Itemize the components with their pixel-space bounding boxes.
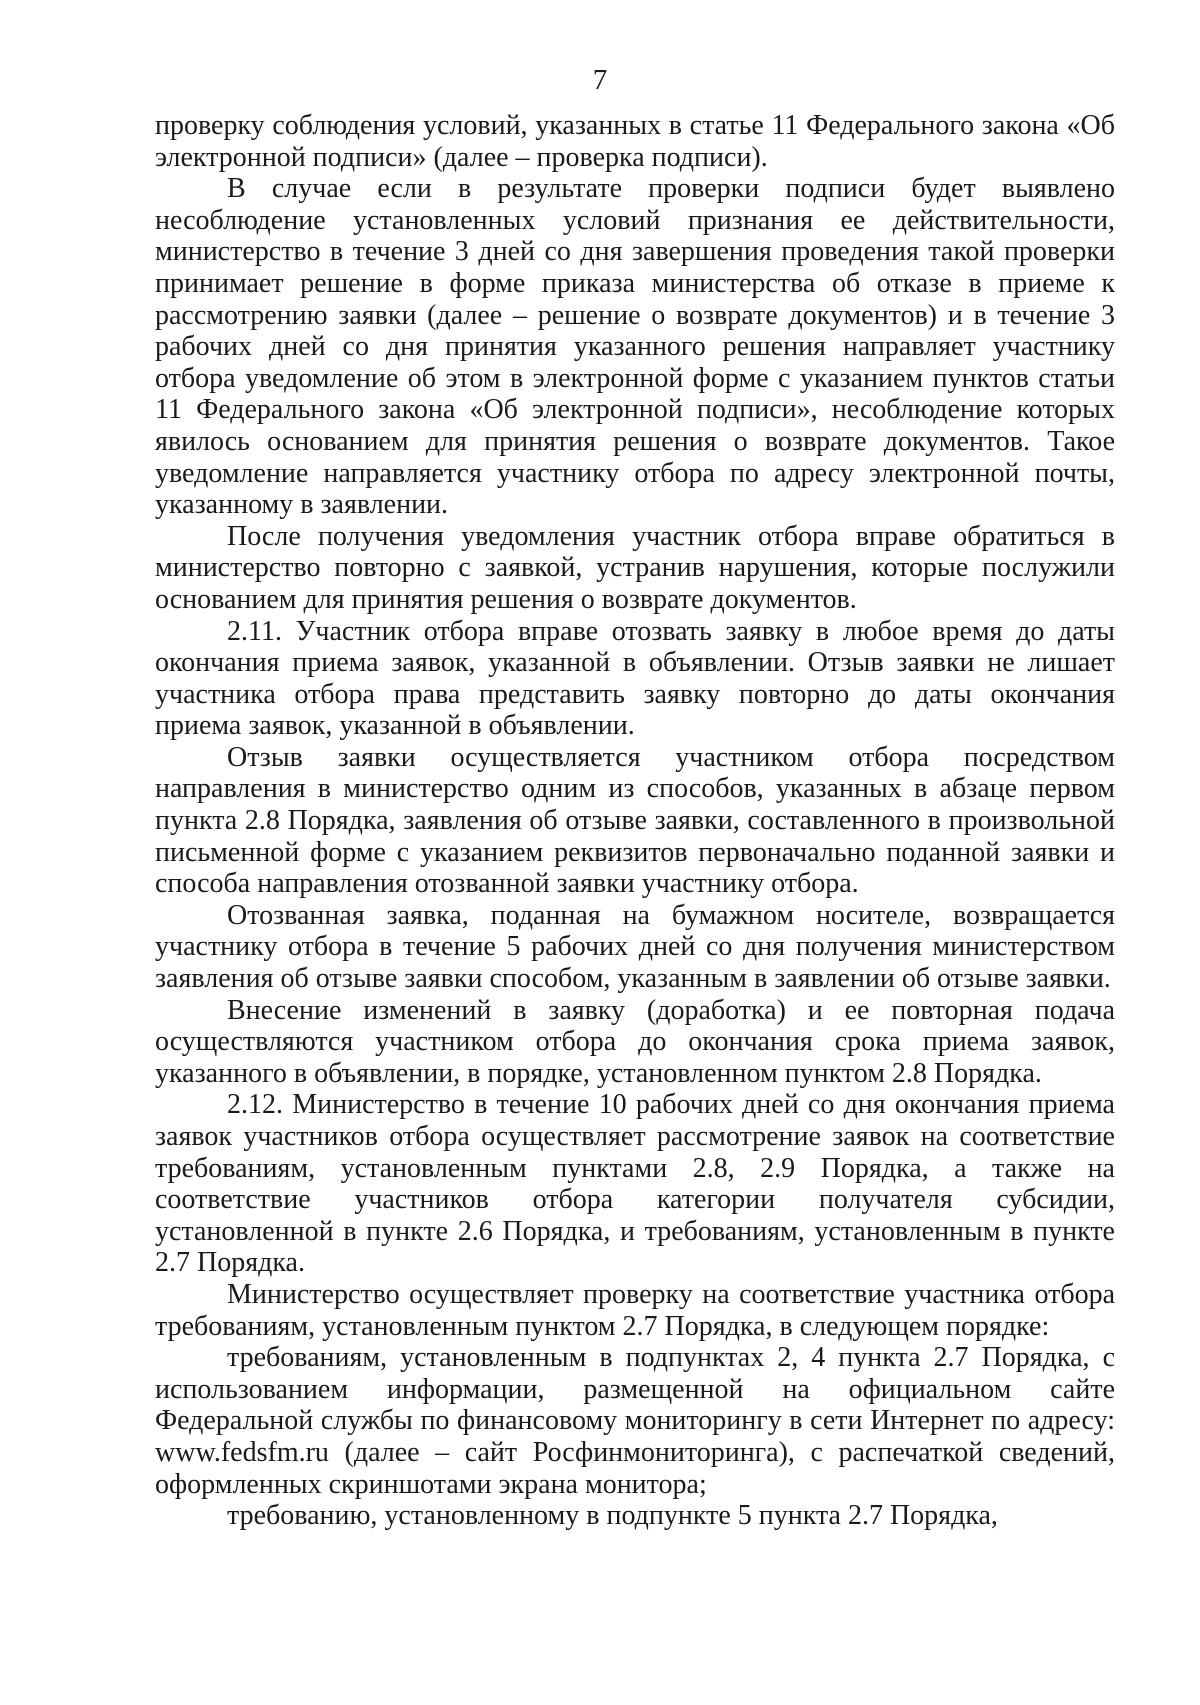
paragraph-continuation: проверку соблюдения условий, указанных в статье 11 Федерального закона «Об электронной подписи» (далее – проверка подписи). [155, 110, 1115, 173]
paragraph-rosfinmonitoring-check: требованиям, установленным в подпунктах 2, 4 пункта 2.7 Порядка, с использованием информации, размещенной на официальном сайте Федеральной службы по финансовому мониторингу в сети Интернет по адресу: www.fedsfm.ru (далее – сайт Росфинмониторинга), с распечаткой сведений, оформленных скриншотами экрана монитора; [155, 1342, 1115, 1500]
page-number: 7 [592, 64, 608, 96]
paragraph-2-12-review: 2.12. Министерство в течение 10 рабочих дней со дня окончания приема заявок участников отбора осуществляет рассмотрение заявок на соответствие требованиям, установленным пунктами 2.8, 2.9 Порядка, а также на соответствие участников отбора категории получателя субсидии, установленной в пункте 2.6 Порядка, и требованиям, установленным в пункте 2.7 Порядка. [155, 1089, 1115, 1279]
paragraph-signature-check-failure: В случае если в результате проверки подписи будет выявлено несоблюдение установленных условий признания ее действительности, министерство в течение 3 дней со дня завершения проведения такой проверки принимает решение в форме приказа министерства об отказе в приеме к рассмотрению заявки (далее – решение о возврате документов) и в течение 3 рабочих дней со дня принятия указанного решения направляет участнику отбора уведомление об этом в электронной форме с указанием пунктов статьи 11 Федерального закона «Об электронной подписи», несоблюдение которых явилось основанием для принятия решения о возврате документов. Такое уведомление направляется участнику отбора по адресу электронной почты, указанному в заявлении. [155, 173, 1115, 521]
paragraph-withdrawal-procedure: Отзыв заявки осуществляется участником отбора посредством направления в министерство одним из способов, указанных в абзаце первом пункта 2.8 Порядка, заявления об отзыве заявки, составленного в произвольной письменной форме с указанием реквизитов первоначально поданной заявки и способа направления отозванной заявки участнику отбора. [155, 741, 1115, 900]
paragraph-withdrawn-return: Отозванная заявка, поданная на бумажном носителе, возвращается участнику отбора в течение 5 рабочих дней со дня получения министерством заявления об отзыве заявки способом, указанным в заявлении об отзыве заявки. [155, 899, 1115, 995]
paragraph-subpoint-5: требованию, установленному в подпункте 5 пункта 2.7 Порядка, [227, 1500, 998, 1532]
paragraph-amendments: Внесение изменений в заявку (доработка) и ее повторная подача осуществляются участником отбора до окончания срока приема заявок, указанного в объявлении, в порядке, установленном пунктом 2.8 Порядка. [155, 994, 1115, 1089]
paragraph-verification-order: Министерство осуществляет проверку на соответствие участника отбора требованиям, установленным пунктом 2.7 Порядка, в следующем порядке: [155, 1278, 1115, 1342]
paragraph-2-11-withdrawal: 2.11. Участник отбора вправе отозвать заявку в любое время до даты окончания приема заявок, указанной в объявлении. Отзыв заявки не лишает участника отбора права представить заявку повторно до даты окончания приема заявок, указанной в объявлении. [155, 615, 1115, 742]
paragraph-resubmission: После получения уведомления участник отбора вправе обратиться в министерство повторно с заявкой, устранив нарушения, которые послужили основанием для принятия решения о возврате документов. [155, 520, 1115, 615]
document-body [155, 110, 1115, 1532]
